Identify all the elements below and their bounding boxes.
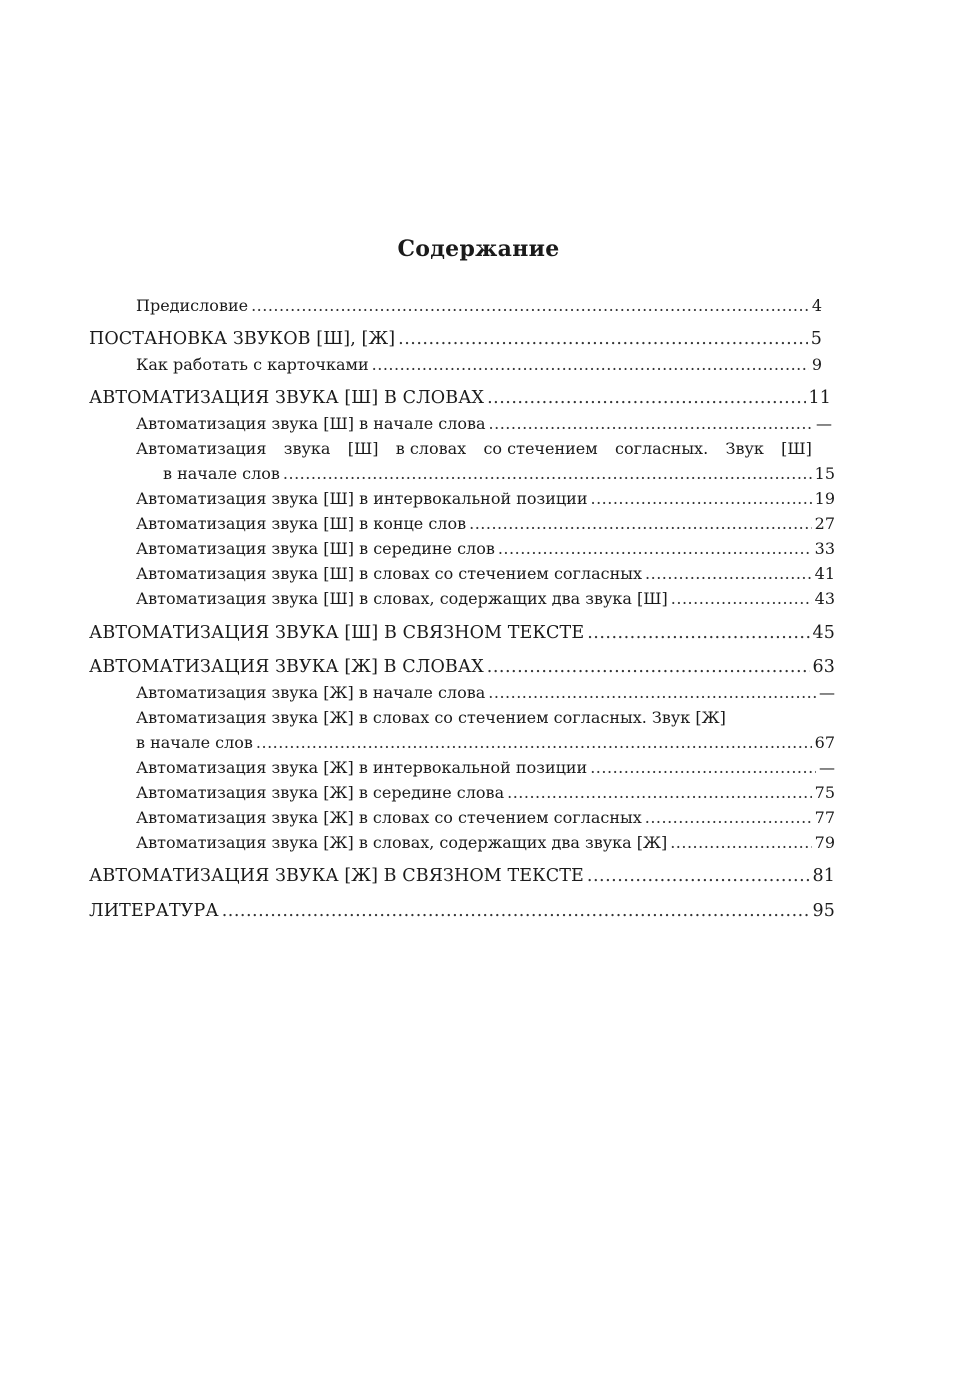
toc-entry-subsection-wrapped-last-line[interactable] [136, 733, 835, 752]
toc-word: [Ш] [781, 439, 812, 458]
toc-entry-label: Автоматизация звука [Ж] в словах со стечением согласных. Звук [Ж] [136, 708, 726, 727]
dot-leader [498, 539, 812, 558]
dot-leader [469, 514, 812, 533]
toc-entry-label: АВТОМАТИЗАЦИЯ ЗВУКА [Ж] В СЛОВАХ [89, 657, 484, 677]
toc-entry-label-justified [136, 439, 812, 458]
toc-entry-label: Автоматизация звука [Ж] в начале слова [136, 683, 486, 702]
toc-entry-label: Автоматизация звука [Ж] в середине слова [136, 783, 505, 802]
toc-entry-section[interactable] [89, 657, 835, 678]
toc-entry-label: Автоматизация звука [Ж] в словах со стечением согласных [136, 808, 642, 827]
toc-entry-page: — [816, 414, 832, 433]
toc-entry-label: Автоматизация звука [Ш] в интервокальной позиции [136, 489, 588, 508]
toc-entry-label: Автоматизация звука [Ш] в середине слов [136, 539, 495, 558]
toc-entry-label: в начале слов [136, 733, 253, 752]
toc-entry-page: 63 [812, 657, 835, 677]
toc-entry-page: 15 [814, 464, 835, 483]
toc-entry-page: 67 [814, 733, 835, 752]
dot-leader [671, 589, 812, 608]
toc-entry-page: 95 [812, 901, 835, 921]
toc-entry-subsection[interactable] [136, 414, 832, 433]
toc-entry-subsection[interactable] [136, 355, 822, 374]
toc-word: звука [283, 439, 331, 458]
toc-entry-subsection[interactable] [136, 683, 835, 702]
dot-leader [487, 657, 810, 678]
dot-leader [591, 489, 812, 508]
dot-leader [488, 683, 816, 702]
toc-entry-page: 81 [812, 866, 835, 886]
toc-entry-subsection-wrapped-last-line[interactable] [163, 464, 835, 483]
toc-word: со стечением [483, 439, 598, 458]
toc-entry-subsection-wrapped-first-line[interactable] [136, 439, 812, 458]
toc-entry-subsection[interactable] [136, 589, 835, 608]
toc-entry-page: 45 [812, 623, 835, 643]
toc-entry-section[interactable] [89, 623, 835, 644]
toc-entry-page: 77 [814, 808, 835, 827]
toc-entry-label: АВТОМАТИЗАЦИЯ ЗВУКА [Ж] В СВЯЗНОМ ТЕКСТЕ [89, 866, 584, 886]
toc-entry-section[interactable] [89, 866, 835, 887]
page-title: Содержание [397, 236, 560, 262]
toc-entry-subsection[interactable] [136, 758, 835, 777]
toc-entry-subsection[interactable] [136, 489, 835, 508]
toc-entry-label: Автоматизация звука [Ж] в словах, содержащих два звука [Ж] [136, 833, 668, 852]
toc-entry-page: 27 [814, 514, 835, 533]
toc-entry-label: АВТОМАТИЗАЦИЯ ЗВУКА [Ш] В СВЯЗНОМ ТЕКСТЕ [89, 623, 585, 643]
dot-leader [587, 866, 810, 887]
dot-leader [670, 833, 811, 852]
toc-entry-section[interactable] [89, 388, 831, 409]
dot-leader [487, 388, 805, 409]
dot-leader [283, 464, 812, 483]
toc-entry-label: Предисловие [136, 296, 249, 315]
toc-word: в словах [395, 439, 467, 458]
dot-leader [645, 808, 812, 827]
toc-entry-subsection[interactable] [136, 539, 835, 558]
dot-leader [587, 623, 809, 644]
toc-entry-page: 5 [810, 329, 822, 349]
toc-entry-label: в начале слов [163, 464, 280, 483]
toc-entry-page: 41 [814, 564, 835, 583]
toc-entry-subsection[interactable] [136, 564, 835, 583]
toc-entry-page: — [819, 683, 835, 702]
toc-entry-label: Как работать с карточками [136, 355, 369, 374]
toc-entry-label: ПОСТАНОВКА ЗВУКОВ [Ш], [Ж] [89, 329, 396, 349]
toc-entry-label: Автоматизация звука [Ж] в интервокальной позиции [136, 758, 588, 777]
toc-entry-section[interactable] [89, 329, 822, 350]
toc-entry-page: 33 [814, 539, 835, 558]
dot-leader [489, 414, 813, 433]
dot-leader [222, 901, 810, 922]
dot-leader [256, 733, 812, 752]
toc-entry-page: — [819, 758, 835, 777]
toc-entry-subsection[interactable] [136, 833, 835, 852]
toc-word: [Ш] [347, 439, 379, 458]
dot-leader [372, 355, 809, 374]
dot-leader [251, 296, 809, 315]
toc-entry-label: ЛИТЕРАТУРА [89, 901, 219, 921]
toc-word: согласных. [615, 439, 709, 458]
dot-leader [645, 564, 812, 583]
toc-entry-label: Автоматизация звука [Ш] в словах, содержащих два звука [Ш] [136, 589, 668, 608]
toc-entry-page: 4 [811, 296, 822, 315]
toc-entry-page: 19 [814, 489, 835, 508]
toc-entry-label: Автоматизация звука [Ш] в словах со стечением согласных [136, 564, 643, 583]
dot-leader [398, 329, 808, 350]
toc-entry-label: АВТОМАТИЗАЦИЯ ЗВУКА [Ш] В СЛОВАХ [89, 388, 485, 408]
toc-entry-section[interactable] [89, 901, 835, 922]
toc-entry-subsection[interactable] [136, 783, 835, 802]
toc-entry-page: 11 [808, 388, 831, 408]
toc-entry-label: Автоматизация звука [Ш] в конце слов [136, 514, 467, 533]
dot-leader [507, 783, 812, 802]
toc-word: Автоматизация [136, 439, 267, 458]
toc-entry-subsection-wrapped-first-line[interactable] [136, 708, 726, 727]
toc-entry-preface[interactable] [136, 296, 822, 315]
toc-entry-subsection[interactable] [136, 808, 835, 827]
toc-entry-page: 75 [814, 783, 835, 802]
toc-entry-subsection[interactable] [136, 514, 835, 533]
toc-entry-page: 79 [814, 833, 835, 852]
toc-word: Звук [725, 439, 764, 458]
toc-entry-page: 43 [814, 589, 835, 608]
toc-entry-page: 9 [811, 355, 822, 374]
toc-entry-label: Автоматизация звука [Ш] в начале слова [136, 414, 486, 433]
dot-leader [590, 758, 816, 777]
